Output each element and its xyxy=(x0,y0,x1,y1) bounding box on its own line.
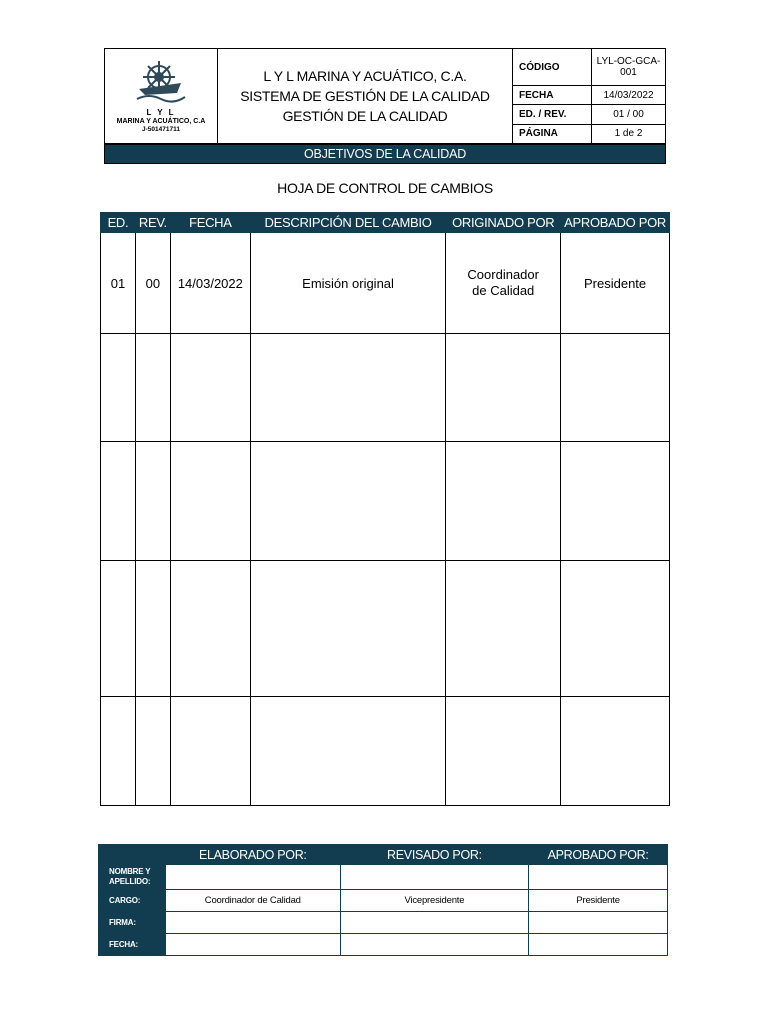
logo-rif: J-501471711 xyxy=(142,125,180,133)
cell-rev: 00 xyxy=(135,233,170,334)
cell-originado xyxy=(446,334,561,442)
document-header xyxy=(104,48,666,144)
process-title: GESTIÓN DE LA CALIDAD xyxy=(282,108,448,124)
cell-descripcion: Emisión original xyxy=(250,233,445,334)
table-row xyxy=(101,334,670,442)
cell-fecha xyxy=(170,561,250,697)
cell-descripcion xyxy=(250,442,445,561)
cell-ed xyxy=(101,561,136,697)
sign-label-nombre: NOMBRE Y APELLIDO: xyxy=(99,865,166,890)
cell-descripcion xyxy=(250,334,445,442)
sign-label-cargo: CARGO: xyxy=(99,890,166,912)
logo-cell xyxy=(105,49,218,144)
sign-row-firma xyxy=(99,912,668,934)
sign-header-aprobado: APROBADO POR: xyxy=(529,845,668,865)
sign-cell xyxy=(529,934,668,956)
sign-row-cargo xyxy=(99,890,668,912)
sign-cell xyxy=(529,912,668,934)
sign-cell: Vicepresidente xyxy=(340,890,529,912)
approval-signature-table xyxy=(98,844,668,956)
sign-header-revisado: REVISADO POR: xyxy=(340,845,529,865)
cell-aprobado xyxy=(561,334,670,442)
cell-aprobado: Presidente xyxy=(561,233,670,334)
sign-cell: Presidente xyxy=(529,890,668,912)
col-header-aprobado: APROBADO POR xyxy=(561,213,670,233)
cell-ed xyxy=(101,697,136,806)
sign-cell xyxy=(340,912,529,934)
cell-originado xyxy=(446,442,561,561)
table-row xyxy=(101,442,670,561)
sign-cell: Coordinador de Calidad xyxy=(165,890,340,912)
cell-ed xyxy=(101,442,136,561)
meta-value-codigo: LYL-OC-GCA-001 xyxy=(592,49,666,86)
logo-company-sub: MARINA Y ACUÁTICO, C.A xyxy=(116,117,206,125)
meta-label-pagina: PÁGINA xyxy=(513,124,592,143)
col-header-rev: REV. xyxy=(135,213,170,233)
cell-originado xyxy=(446,697,561,806)
col-header-originado: ORIGINADO POR xyxy=(446,213,561,233)
cell-descripcion xyxy=(250,697,445,806)
meta-value-fecha: 14/03/2022 xyxy=(592,86,666,105)
change-control-table xyxy=(100,212,670,806)
table-row xyxy=(101,561,670,697)
meta-label-fecha: FECHA xyxy=(513,86,592,105)
cell-fecha xyxy=(170,334,250,442)
meta-value-edrev: 01 / 00 xyxy=(592,105,666,124)
sign-row-nombre xyxy=(99,865,668,890)
cell-ed: 01 xyxy=(101,233,136,334)
sign-cell xyxy=(529,865,668,890)
title-cell xyxy=(218,49,513,144)
cell-fecha xyxy=(170,442,250,561)
cell-aprobado xyxy=(561,561,670,697)
col-header-fecha: FECHA xyxy=(170,213,250,233)
cell-rev xyxy=(135,561,170,697)
meta-label-codigo: CÓDIGO xyxy=(513,49,592,86)
cell-aprobado xyxy=(561,442,670,561)
logo-company-short: L Y L xyxy=(146,107,176,117)
cell-fecha: 14/03/2022 xyxy=(170,233,250,334)
sign-cell xyxy=(340,865,529,890)
cell-originado xyxy=(446,561,561,697)
sign-label-fecha: FECHA: xyxy=(99,934,166,956)
sign-cell xyxy=(165,934,340,956)
sign-header-elaborado: ELABORADO POR: xyxy=(165,845,340,865)
table-row xyxy=(101,233,670,334)
sign-cell xyxy=(165,865,340,890)
company-title: L Y L MARINA Y ACUÁTICO, C.A. xyxy=(263,68,467,84)
sign-label-firma: FIRMA: xyxy=(99,912,166,934)
cell-originado-text: Coordinador de Calidad xyxy=(467,267,539,298)
sign-cell xyxy=(165,912,340,934)
cell-ed xyxy=(101,334,136,442)
sign-header-blank xyxy=(99,845,166,865)
cell-descripcion xyxy=(250,561,445,697)
sign-cell xyxy=(340,934,529,956)
meta-value-pagina: 1 de 2 xyxy=(592,124,666,143)
col-header-ed: ED. xyxy=(101,213,136,233)
cell-fecha xyxy=(170,697,250,806)
col-header-descripcion: DESCRIPCIÓN DEL CAMBIO xyxy=(250,213,445,233)
cell-rev xyxy=(135,334,170,442)
cell-aprobado xyxy=(561,697,670,806)
cell-rev xyxy=(135,697,170,806)
cell-rev xyxy=(135,442,170,561)
ship-wheel-logo-icon xyxy=(133,59,189,103)
sign-row-fecha xyxy=(99,934,668,956)
change-sheet-title: HOJA DE CONTROL DE CAMBIOS xyxy=(277,180,493,196)
cell-originado xyxy=(446,233,561,334)
meta-label-edrev: ED. / REV. xyxy=(513,105,592,124)
table-row xyxy=(101,697,670,806)
system-title: SISTEMA DE GESTIÓN DE LA CALIDAD xyxy=(240,88,490,104)
section-bar: OBJETIVOS DE LA CALIDAD xyxy=(104,144,666,164)
